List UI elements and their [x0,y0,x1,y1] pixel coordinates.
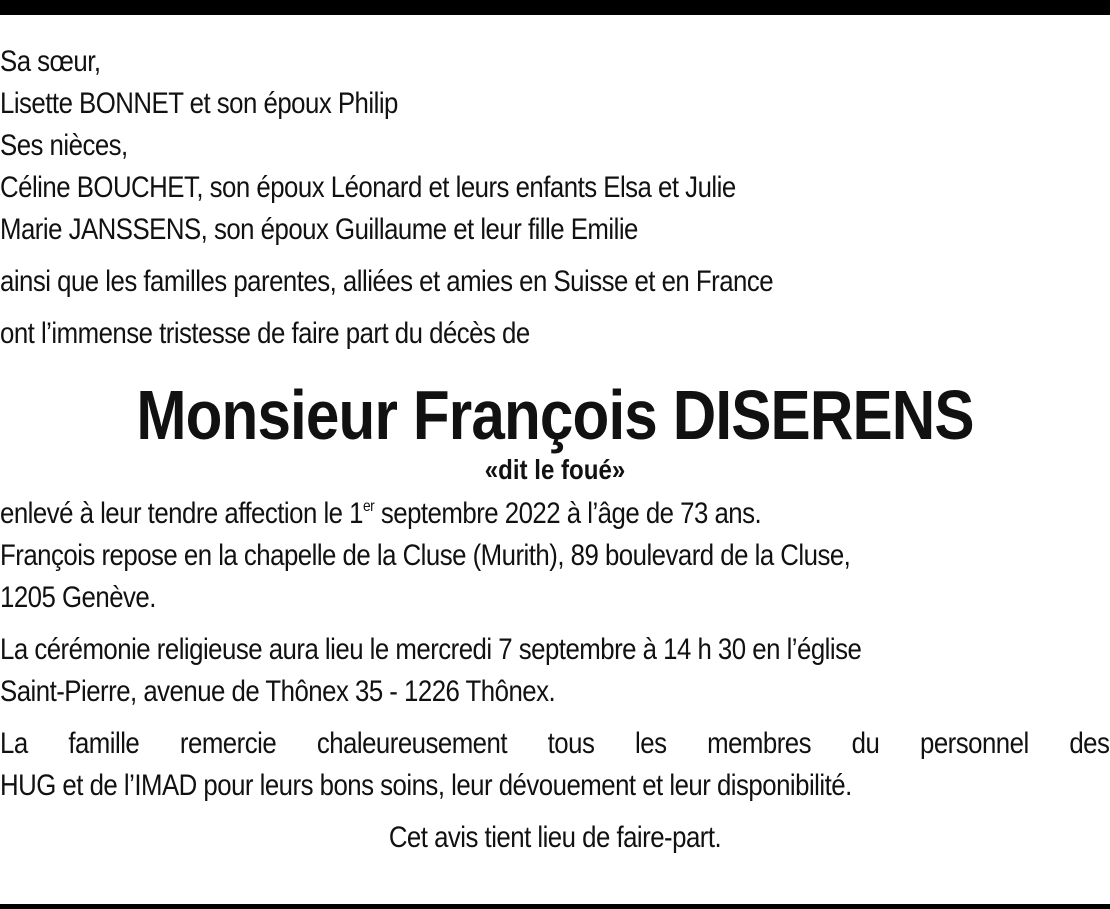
nieces-heading: Ses nièces, [0,129,128,162]
thanks-line-1: La famille remercie chaleureusement tous les membres du personnel des [0,727,1110,760]
ordinal-suffix: er [363,498,375,515]
obituary-notice [0,41,1110,859]
ceremony-line-2: Saint-Pierre, avenue de Thônex 35 - 1226 Thônex. [0,675,556,708]
death-text-before: enlevé à leur tendre affection le 1 [0,497,364,530]
thanks-line-2: HUG et de l’IMAD pour leurs bons soins, leur dévouement et leur disponibilité. [0,769,852,802]
death-statement [0,493,1109,535]
death-text-after: septembre 2022 à l’âge de 73 ans. [374,497,762,530]
rest-place-line-2: 1205 Genève. [0,581,156,614]
rest-place-line-1: François repose en la chapelle de la Cluse (Murith), 89 boulevard de la Cluse, [0,539,851,572]
announcement: ont l’immense tristesse de faire part du décès de [0,317,530,350]
other-families: ainsi que les familles parentes, alliées et amies en Suisse et en France [0,265,774,298]
top-border-rule [0,0,1110,15]
niece-2: Marie JANSSENS, son époux Guillaume et leur fille Emilie [0,213,638,246]
niece-1: Céline BOUCHET, son époux Léonard et leurs enfants Elsa et Julie [0,171,736,204]
closing-note: Cet avis tient lieu de faire-part. [388,821,722,854]
deceased-nickname: «dit le foué» [484,454,626,485]
deceased-name: Monsieur François DISERENS [136,376,974,454]
ceremony-line-1: La cérémonie religieuse aura lieu le mercredi 7 septembre à 14 h 30 en l’église [0,633,862,666]
sister-name: Lisette BONNET et son époux Philip [0,87,398,120]
sister-heading: Sa sœur, [0,45,101,78]
bottom-border-rule [0,904,1110,909]
